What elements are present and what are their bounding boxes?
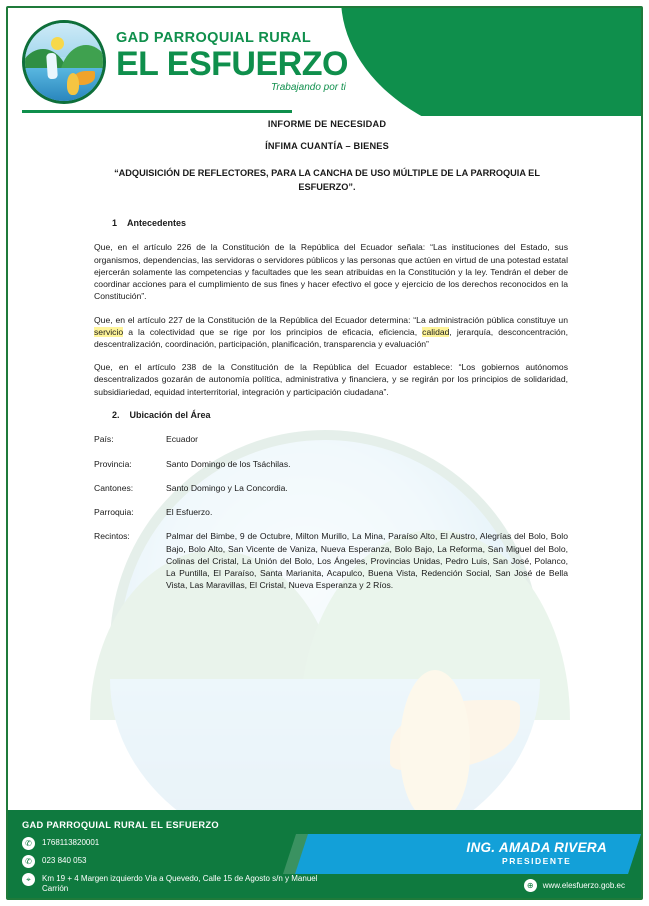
footer-contact-address	[22, 873, 322, 895]
footer-signature-block	[466, 840, 607, 866]
field-recintos-value: Palmar del Bimbe, 9 de Octubre, Milton Murillo, La Mina, Paraíso Alto, El Austro, Alegrías del Bolo, Bolo Bajo, Bolo Alto, San Vicente de Vaniza, Nueva Esperanza, Bolo Bajo, La Reforma, San Miguel del Bolo, Colinas del Cristal, La Unión del Bolo, Los Ángeles, Provincias Unidas, Pedro Luis, San José, Polanco, La Puntilla, El Paraíso, Santa Marianita, Acapulco, Buena Vista, Redención Social, San José de Bella Vista, Las Maravillas, El Cristal, Nueva Esperanza y 2 Ríos.	[166, 531, 568, 591]
section-1-label: Antecedentes	[127, 217, 187, 228]
document-object: “ADQUISICIÓN DE REFLECTORES, PARA LA CANCHA DE USO MÚLTIPLE DE LA PARROQUIA EL ESFUERZO”.	[114, 168, 540, 192]
field-cantones-value: Santo Domingo y La Concordia.	[166, 482, 288, 493]
field-provincia-value: Santo Domingo de los Tsáchilas.	[166, 458, 291, 469]
paragraph-art-227	[86, 314, 568, 351]
p2-highlight-calidad: calidad	[422, 326, 450, 337]
field-provincia	[86, 458, 568, 470]
org-line2: EL ESFUERZO	[116, 44, 348, 83]
field-parroquia-label: Parroquia:	[94, 507, 134, 518]
phone-icon: ✆	[22, 855, 35, 868]
document-title: INFORME DE NECESIDAD	[267, 119, 387, 129]
p2-part-a: Que, en el artículo 227 de la Constitución de la República del Ecuador determina: “La administración pública constituye un	[94, 314, 568, 325]
field-parroquia	[86, 506, 568, 518]
document-subtitle: ÍNFIMA CUANTÍA – BIENES	[265, 141, 389, 152]
field-pais-label: País:	[94, 434, 114, 445]
field-provincia-label: Provincia:	[94, 458, 132, 469]
footer-contact-block	[22, 820, 322, 898]
header-swoosh-green	[341, 8, 641, 116]
location-pin-icon: ⌖	[22, 873, 35, 886]
footer-website-text: www.elesfuerzo.gob.ec	[542, 881, 625, 890]
waterfall-landscape-emblem-icon	[22, 20, 106, 104]
header-divider	[22, 110, 292, 113]
logo	[22, 20, 348, 104]
footer-contact-phone	[22, 855, 322, 868]
section-heading-antecedentes	[86, 217, 568, 230]
field-recintos	[86, 530, 568, 591]
field-pais-value: Ecuador	[166, 434, 199, 445]
org-line1: GAD PARROQUIAL RURAL	[116, 30, 312, 47]
paragraph-art-226: Que, en el artículo 226 de la Constitución de la República del Ecuador señala: “Las instituciones del Estado, sus organismos, dependencias, las servidoras o servidores públicos y las personas que actúen en virtud de una potestad estatal ejercerán solamente las competencias y facultades que les sean atribuidas en la Constitución y la ley. Tendrán el deber de coordinar acciones para el cumplimiento de sus fines y hacer efectivo el goce y ejercicio de los derechos reconocidos en la Constitución”.	[94, 242, 568, 302]
footer-contact-phone-text: 023 840 053	[42, 856, 87, 865]
p2-part-c: , jerarquía, desconcentración, descentralización, coordinación, participación, planificación, transparencia y evaluación”	[94, 326, 568, 349]
footer-org-title: GAD PARROQUIAL RURAL EL ESFUERZO	[22, 820, 219, 830]
document-header	[8, 8, 641, 116]
footer-contact-ruc	[22, 837, 322, 850]
footer-website[interactable]	[524, 879, 625, 892]
footer-contact-address-text: Km 19 + 4 Margen izquierdo Vía a Quevedo, Calle 15 de Agosto s/n y Manuel Carrión	[42, 874, 318, 894]
org-slogan: Trabajando por ti	[271, 81, 346, 93]
field-parroquia-value: El Esfuerzo.	[166, 507, 213, 518]
section-1-number: 1	[112, 217, 118, 228]
paragraph-art-238: Que, en el artículo 238 de la Constitución de la República del Ecuador establece: “Los gobiernos autónomos descentralizados gozarán de autonomía política, administrativa y financiera, y se regirán por los principios de solidaridad, subsidiariedad, equidad interterritorial, integración y participación ciudadana”.	[94, 362, 568, 397]
p2-part-b: a la colectividad que se rige por los principios de eficacia, eficiencia,	[123, 326, 423, 337]
phone-icon: ✆	[22, 837, 35, 850]
field-cantones	[86, 482, 568, 494]
footer-person-role: PRESIDENTE	[502, 856, 572, 866]
section-heading-ubicacion	[86, 409, 568, 422]
p2-highlight-servicio: servicio	[94, 326, 124, 337]
document-footer	[8, 810, 641, 898]
globe-icon: ⊕	[524, 879, 537, 892]
footer-person-name: ING. AMADA RIVERA	[466, 840, 607, 855]
field-recintos-label: Recintos:	[94, 531, 130, 542]
section-2-number: 2.	[112, 409, 120, 420]
field-pais	[86, 433, 568, 445]
field-cantones-label: Cantones:	[94, 482, 134, 493]
section-2-label: Ubicación del Área	[129, 409, 211, 420]
document-body	[86, 118, 568, 591]
footer-contact-ruc-text: 1768113820001	[42, 838, 100, 847]
